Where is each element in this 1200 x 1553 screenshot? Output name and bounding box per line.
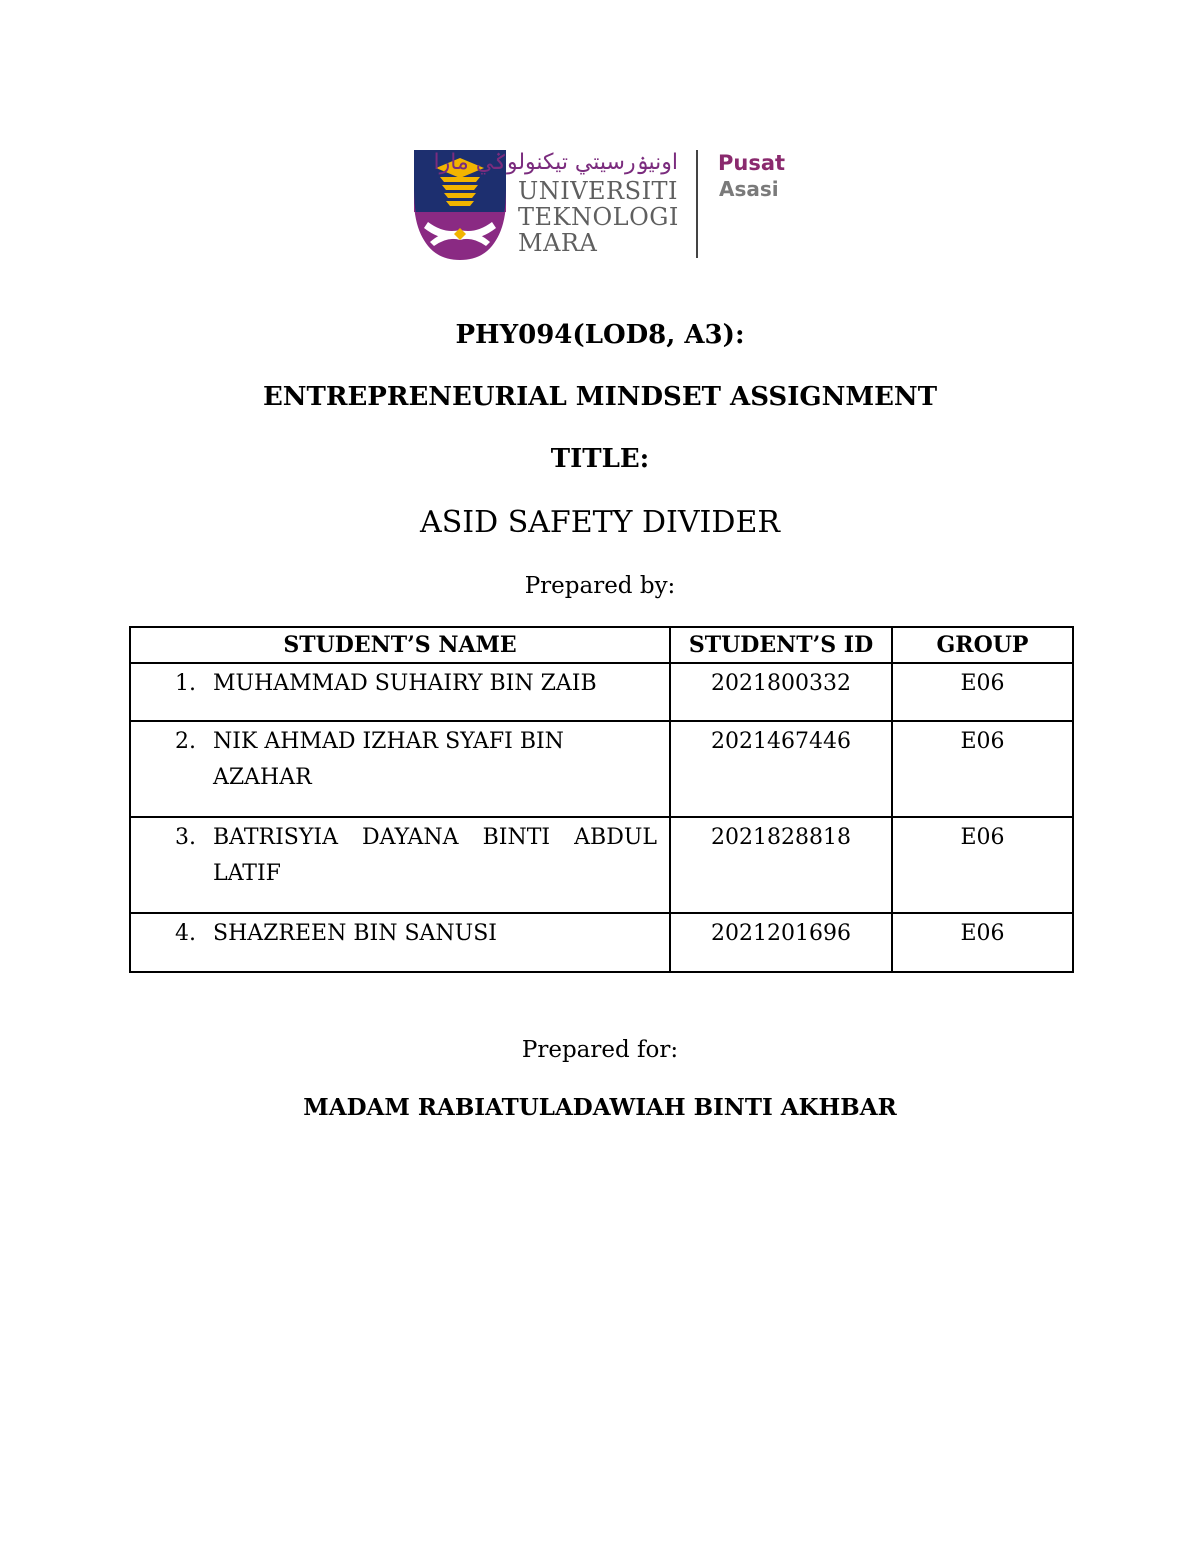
student-name-cell [130,721,670,817]
university-name-line3: MARA [518,229,598,257]
unit-name-line1: Pusat [718,151,786,175]
jawi-university-name: اونيۏرسيتي تيكنولوݢي مارا [433,150,678,175]
student-id: 2021800332 [670,663,892,721]
student-group: E06 [892,817,1073,913]
student-id: 2021828818 [670,817,892,913]
student-id: 2021467446 [670,721,892,817]
university-name-line1: UNIVERSITI [518,177,679,205]
table-header-row [130,627,1073,663]
title-label: TITLE: [550,444,650,474]
row-number: 2. [175,729,196,754]
student-name-cell [130,817,670,913]
student-name: NIK AHMAD IZHAR SYAFI BIN AZAHAR [213,729,564,790]
student-group: E06 [892,663,1073,721]
prepared-for-label: Prepared for: [521,1037,679,1063]
uitm-pusat-asasi-logo [414,150,794,260]
unit-name-line2: Asasi [719,177,779,201]
course-code: PHY094(LOD8, A3): [455,320,745,350]
header-student-id: STUDENT’S ID [670,627,892,663]
university-name-line2: TEKNOLOGI [518,203,679,231]
table-row [130,663,1073,721]
row-number: 3. [175,825,196,850]
header-group: GROUP [892,627,1073,663]
student-name-cell [130,663,670,721]
table-row [130,817,1073,913]
row-number: 1. [175,671,196,696]
row-number: 4. [175,921,196,946]
student-group: E06 [892,721,1073,817]
prepared-by-label: Prepared by: [524,573,676,599]
logo-divider [696,150,698,258]
project-title: ASID SAFETY DIVIDER [420,505,780,540]
students-table [129,626,1074,973]
table-row [130,721,1073,817]
student-name-cell [130,913,670,972]
assignment-name: ENTREPRENEURIAL MINDSET ASSIGNMENT [262,382,938,412]
header-student-name: STUDENT’S NAME [130,627,670,663]
student-group: E06 [892,913,1073,972]
student-name: MUHAMMAD SUHAIRY BIN ZAIB [213,671,597,696]
student-name: SHAZREEN BIN SANUSI [213,921,497,946]
table-row [130,913,1073,972]
student-name: BATRISYIA DAYANA BINTI ABDUL LATIF [213,825,657,886]
student-id: 2021201696 [670,913,892,972]
lecturer-name: MADAM RABIATULADAWIAH BINTI AKHBAR [303,1094,897,1121]
